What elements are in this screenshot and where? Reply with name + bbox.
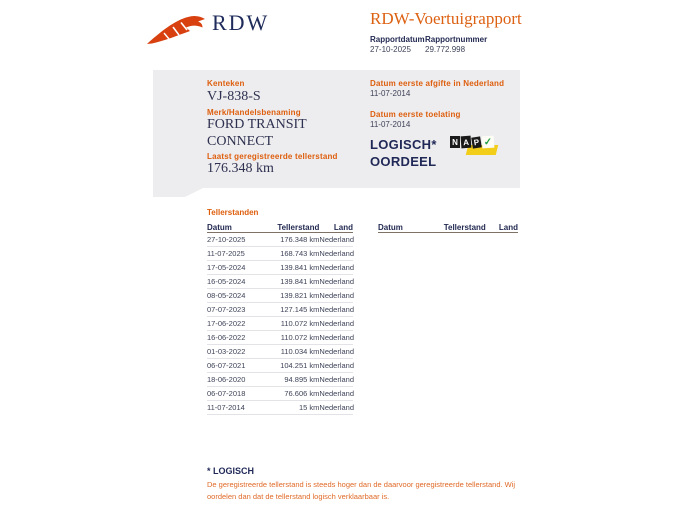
table-cell: Nederland [319, 277, 355, 286]
table-row [207, 359, 353, 373]
col-tellerstand: Tellerstand [443, 223, 486, 232]
table-cell: 15 km [298, 403, 320, 412]
table-header-row [207, 219, 353, 233]
table-cell: 16-05-2024 [207, 277, 246, 286]
table-cell: Nederland [319, 347, 355, 356]
table-row [207, 275, 353, 289]
table-cell: Nederland [319, 403, 355, 412]
table-cell: Nederland [319, 263, 355, 272]
col-land: Land [498, 223, 518, 232]
table-cell: Nederland [319, 375, 355, 384]
table-cell: Nederland [319, 291, 355, 300]
table-cell: Nederland [319, 249, 355, 258]
table-row [207, 261, 353, 275]
table-cell: 94.895 km [284, 375, 320, 384]
table-cell: 139.841 km [280, 263, 320, 272]
table-row [207, 331, 353, 345]
toelating-label: Datum eerste toelating [370, 110, 461, 119]
report-date-label: Rapportdatum [370, 35, 425, 44]
table-cell: 104.251 km [280, 361, 320, 370]
oordeel-line1: LOGISCH* [370, 137, 437, 152]
rdw-wordmark: RDW [212, 10, 270, 35]
table-cell: Nederland [319, 361, 355, 370]
table-row [207, 401, 353, 415]
table-cell: 168.743 km [280, 249, 320, 258]
toelating-value: 11-07-2014 [370, 120, 411, 129]
footnote-title: * LOGISCH [207, 466, 255, 476]
table-cell: 110.034 km [280, 347, 320, 356]
report-date-value: 27-10-2025 [370, 45, 411, 54]
nap-letter-n: N [450, 136, 460, 148]
table-cell: 08-05-2024 [207, 291, 246, 300]
table-row [207, 247, 353, 261]
table-row [207, 387, 353, 401]
table-cell: Nederland [319, 305, 355, 314]
table-cell: 139.821 km [280, 291, 320, 300]
table-row [207, 289, 353, 303]
kenteken-value: VJ-838-S [207, 89, 261, 104]
oordeel-text [370, 136, 437, 170]
table-cell: 06-07-2021 [207, 361, 246, 370]
page-title: RDW-Voertuigrapport [370, 9, 522, 28]
afgifte-value: 11-07-2014 [370, 89, 411, 98]
table-cell: 139.841 km [280, 277, 320, 286]
table-cell: 110.072 km [280, 319, 320, 328]
col-datum: Datum [378, 223, 403, 232]
table-cell: 16-06-2022 [207, 333, 246, 342]
table-cell: 127.145 km [280, 305, 320, 314]
nap-letter-a: A [461, 136, 472, 149]
footnote-text: De geregistreerde tellerstand is steeds hoger dan de daarvoor geregistreerde tellerstand. Wij oordelen dan dat de tellerstand logisch verklaarbaar is. [207, 480, 516, 501]
table-cell: Nederland [319, 333, 355, 342]
table-cell: Nederland [319, 389, 355, 398]
nap-check-icon: ✓ [483, 136, 493, 148]
table-row [207, 317, 353, 331]
report-number-label: Rapportnummer [425, 35, 488, 44]
table-cell: 11-07-2014 [207, 403, 245, 412]
table-cell: 27-10-2025 [207, 235, 246, 244]
summary-panel [153, 70, 520, 188]
kenteken-label: Kenteken [207, 79, 245, 88]
table-header-row [378, 219, 518, 233]
table-cell: Nederland [319, 235, 355, 244]
table-cell: 06-07-2018 [207, 389, 246, 398]
table-body [207, 233, 353, 415]
col-land: Land [333, 223, 353, 232]
tellerstanden-section-title: Tellerstanden [207, 208, 259, 217]
afgifte-label: Datum eerste afgifte in Nederland [370, 79, 505, 88]
table-cell: 01-03-2022 [207, 347, 246, 356]
table-cell: Nederland [319, 319, 355, 328]
merk-value: FORD TRANSIT CONNECT [207, 117, 307, 149]
table-cell: 11-07-2025 [207, 249, 245, 258]
merk-label: Merk/Handelsbenaming [207, 108, 301, 117]
table-row [207, 233, 353, 247]
table-row [207, 373, 353, 387]
table-cell: 18-06-2020 [207, 375, 246, 384]
col-tellerstand: Tellerstand [277, 223, 320, 232]
tellerstand-label: Laatst geregistreerde tellerstand [207, 152, 338, 161]
table-cell: 17-06-2022 [207, 319, 246, 328]
tellerstanden-table [207, 219, 353, 415]
col-datum: Datum [207, 223, 232, 232]
table-row [207, 345, 353, 359]
table-row [207, 303, 353, 317]
table-cell: 176.348 km [280, 235, 320, 244]
summary-panel-tail [153, 188, 203, 197]
nap-letter-p: P [473, 137, 480, 148]
nap-logo [450, 136, 500, 160]
rdw-wing-icon [146, 8, 208, 50]
report-number-value: 29.772.998 [425, 45, 466, 54]
oordeel-line2: OORDEEL [370, 154, 437, 169]
tellerstand-value: 176.348 km [207, 161, 274, 176]
table-cell: 76.606 km [284, 389, 320, 398]
table-cell: 17-05-2024 [207, 263, 246, 272]
table-cell: 110.072 km [280, 333, 320, 342]
table-cell: 07-07-2023 [207, 305, 246, 314]
tellerstanden-table-empty [378, 219, 518, 233]
